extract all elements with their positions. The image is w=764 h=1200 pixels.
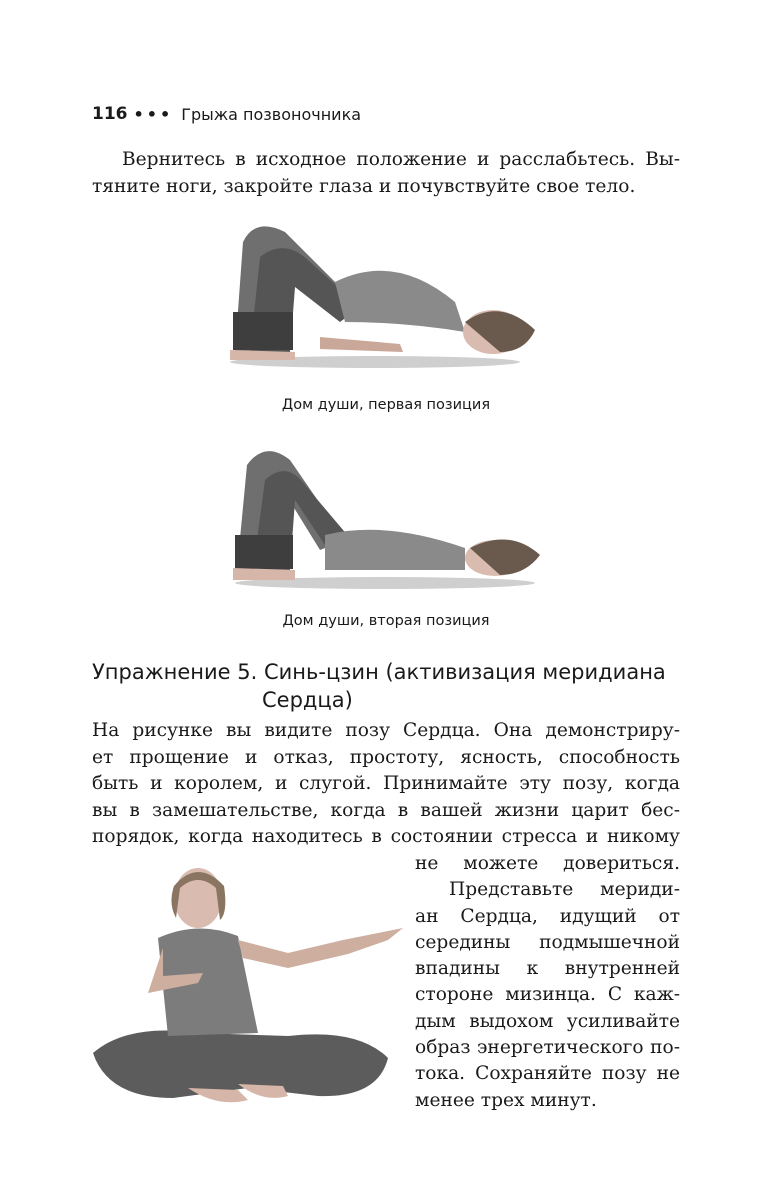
woman-seated-heart-pose-photo bbox=[88, 858, 408, 1123]
text-line: вы в замешательстве, когда в вашей жизни царит бес- bbox=[92, 799, 680, 821]
wrapped-paragraph bbox=[415, 851, 680, 1114]
text-line: стороне мизинца. С каж- bbox=[415, 984, 680, 1006]
heading-line: Сердца) bbox=[262, 688, 353, 712]
book-title: Грыжа позвоночника bbox=[181, 104, 362, 124]
woman-lying-knees-bent-photo bbox=[225, 440, 545, 590]
text-line: тока. Сохраняйте позу не bbox=[415, 1063, 680, 1085]
text-line: ет прощение и отказ, простоту, ясность, способность bbox=[92, 746, 680, 768]
figure-caption-second: Дом души, вторая позиция bbox=[282, 613, 490, 629]
text-line: порядок, когда находитесь в состоянии стресса и никому bbox=[92, 826, 680, 847]
section-heading bbox=[92, 658, 680, 714]
figure-heart-pose bbox=[88, 858, 408, 1123]
running-head bbox=[92, 99, 361, 129]
intro-paragraph bbox=[92, 146, 680, 200]
figure-caption-first: Дом души, первая позиция bbox=[281, 397, 491, 413]
text-line: впадины к внутренней bbox=[415, 958, 680, 980]
woman-bridge-pose-photo bbox=[225, 212, 545, 372]
text-line: дым выдохом усиливайте bbox=[415, 1010, 680, 1032]
text-line: Вернитесь в исходное положение и расслабьтесь. Вы- bbox=[122, 149, 680, 170]
section-paragraph bbox=[92, 718, 680, 851]
heading-line: Упражнение 5. Синь-цзин (активизация меридиана bbox=[92, 660, 666, 684]
text-line: На рисунке вы видите позу Сердца. Она демонстриру- bbox=[92, 720, 680, 741]
text-line: не можете довериться. bbox=[415, 853, 680, 874]
page-number: 116 bbox=[92, 104, 128, 124]
header-separator: ••• bbox=[133, 104, 174, 124]
text-line: ан Сердца, идущий от bbox=[415, 905, 680, 927]
figure-bridge-first-position bbox=[225, 212, 545, 372]
text-line: менее трех минут. bbox=[415, 1089, 597, 1111]
text-line: образ энергетического по- bbox=[415, 1037, 680, 1059]
text-line: Представьте мериди- bbox=[449, 879, 680, 901]
text-line: середины подмышечной bbox=[415, 931, 680, 953]
text-line: тяните ноги, закройте глаза и почувствуйте свое тело. bbox=[92, 176, 636, 197]
text-line: быть и королем, и слугой. Принимайте эту позу, когда bbox=[92, 773, 680, 794]
figure-house-of-soul-second-position bbox=[225, 440, 545, 590]
